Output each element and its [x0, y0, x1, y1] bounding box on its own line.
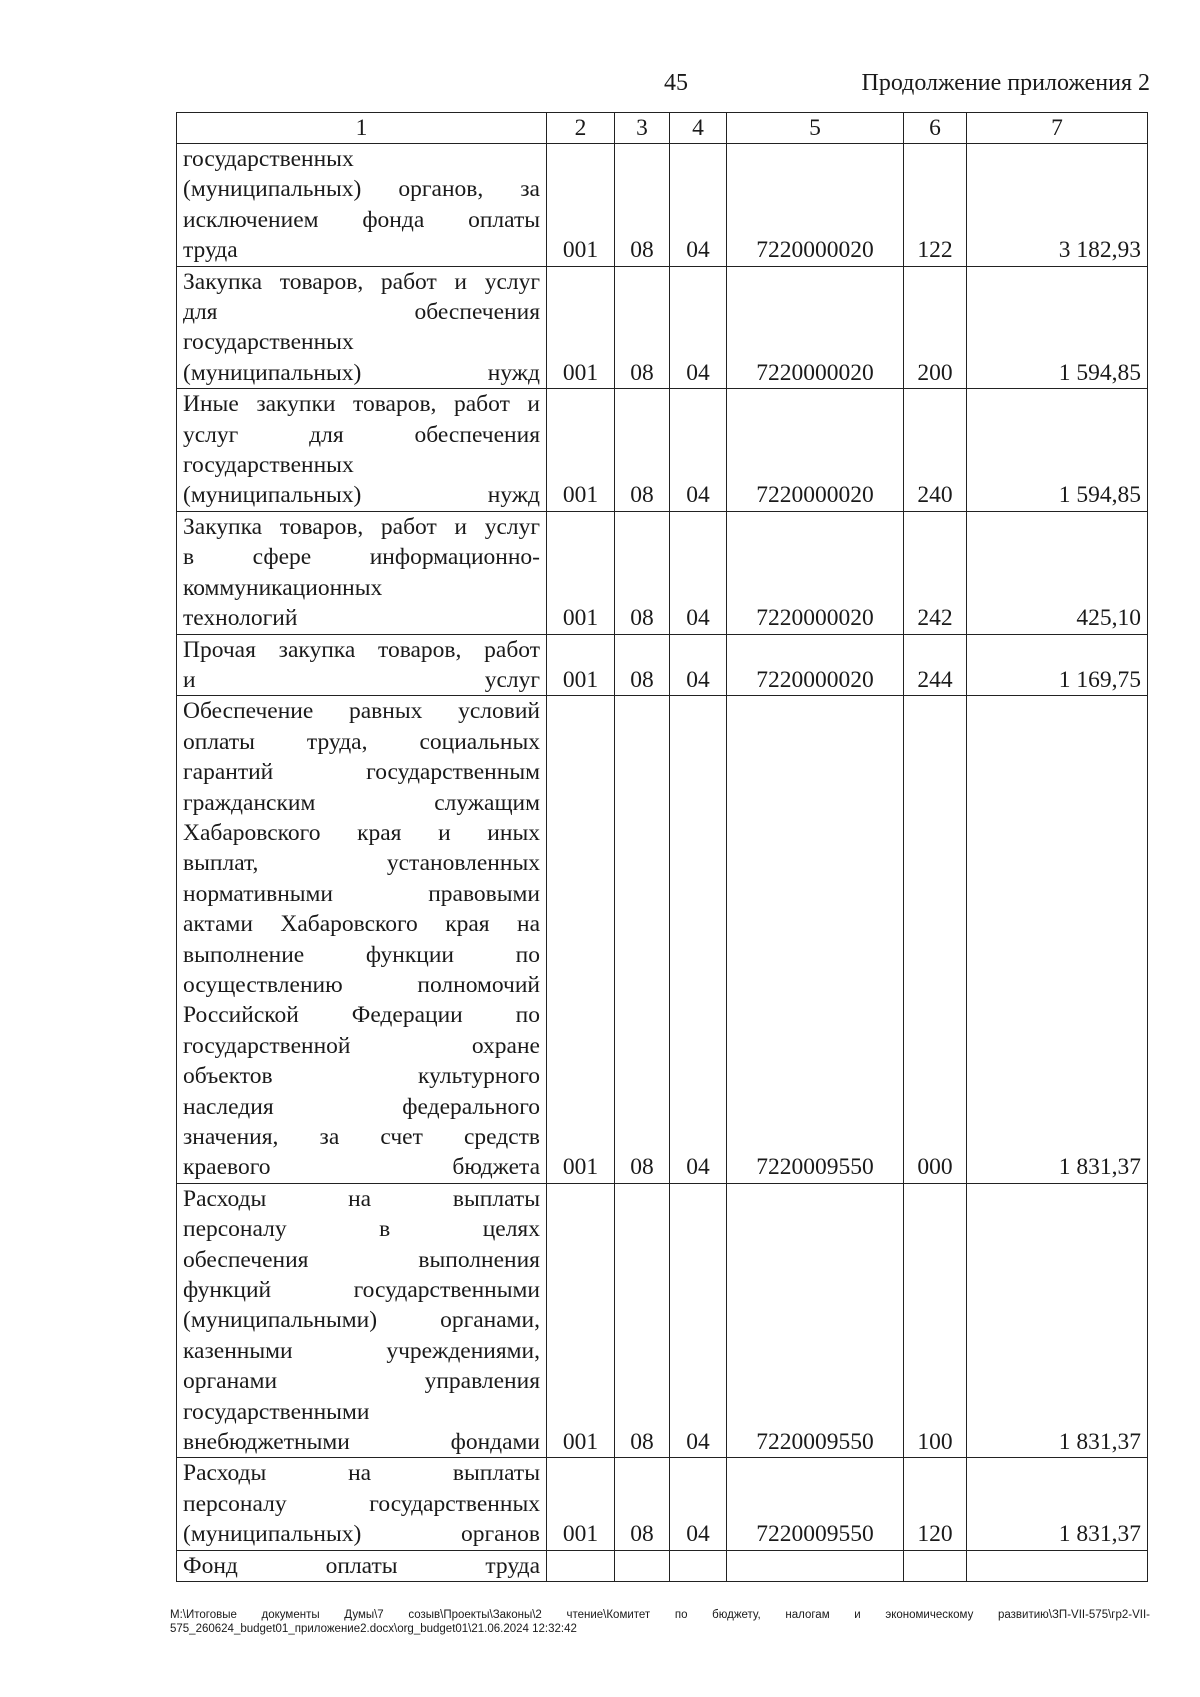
document-path-footer: M:\Итоговые документы Думы\7 созыв\Проекты\Законы\2 чтение\Комитет по бюджету, налогам и экономическому развитию\ЗП-VII-575\гр2-VII-575_260624_budget01_приложение2.docx\org_budget01\21.06.2024 12:32:42	[170, 1609, 1150, 1635]
subsection-code-cell: 04	[670, 696, 727, 1184]
description-line: (муниципальных) органов	[183, 1521, 540, 1548]
amount-cell: 1 831,37	[967, 696, 1148, 1184]
target-article-cell: 7220000020	[727, 144, 904, 267]
description-line: (муниципальных) органов, за	[183, 176, 540, 203]
column-header: 3	[615, 113, 670, 144]
description-line: (муниципальных) нужд	[183, 359, 540, 386]
description-line: и услуг	[183, 666, 540, 693]
amount-cell	[967, 1550, 1148, 1581]
description-line: оплаты труда, социальных	[183, 728, 540, 755]
description-line: гарантий государственным	[183, 759, 540, 786]
description-line: наследия федерального	[183, 1093, 540, 1120]
table-row	[177, 696, 1148, 1184]
description-line: гражданским служащим	[183, 789, 540, 816]
table-header-row	[177, 113, 1148, 144]
description-line: нормативными правовыми	[183, 880, 540, 907]
row-description	[177, 1458, 547, 1550]
target-article-cell: 7220009550	[727, 1183, 904, 1458]
description-line: труда	[183, 237, 238, 264]
ministry-code-cell: 001	[547, 511, 615, 634]
subsection-code-cell: 04	[670, 389, 727, 512]
section-code-cell: 08	[615, 511, 670, 634]
row-description	[177, 1550, 547, 1581]
description-line: Обеспечение равных условий	[183, 698, 540, 725]
subsection-code-cell: 04	[670, 144, 727, 267]
description-line: для обеспечения	[183, 299, 540, 326]
amount-cell: 1 594,85	[967, 389, 1148, 512]
table-row	[177, 634, 1148, 696]
description-line: государственных	[183, 329, 354, 356]
column-header: 2	[547, 113, 615, 144]
target-article-cell: 7220000020	[727, 389, 904, 512]
expense-type-cell: 244	[904, 634, 967, 696]
table-row	[177, 144, 1148, 267]
description-line: Иные закупки товаров, работ и	[183, 391, 540, 418]
section-code-cell: 08	[615, 634, 670, 696]
section-code-cell: 08	[615, 1458, 670, 1550]
amount-cell: 1 831,37	[967, 1183, 1148, 1458]
description-line: исключением фонда оплаты	[183, 206, 540, 233]
expense-type-cell: 000	[904, 696, 967, 1184]
table-row	[177, 1458, 1148, 1550]
subsection-code-cell: 04	[670, 511, 727, 634]
description-line: в сфере информационно-	[183, 544, 540, 571]
row-description	[177, 1183, 547, 1458]
description-line: персоналу государственных	[183, 1490, 540, 1517]
description-line: обеспечения выполнения	[183, 1246, 540, 1273]
description-line: государственных	[183, 146, 354, 172]
section-code-cell: 08	[615, 266, 670, 389]
row-description	[177, 266, 547, 389]
target-article-cell: 7220000020	[727, 634, 904, 696]
description-line: Фонд оплаты труда	[183, 1552, 540, 1579]
expense-type-cell	[904, 1550, 967, 1581]
ministry-code-cell	[547, 1550, 615, 1581]
description-line: Закупка товаров, работ и услуг	[183, 513, 540, 540]
page-number: 45	[664, 70, 688, 96]
column-header: 1	[177, 113, 547, 144]
ministry-code-cell: 001	[547, 634, 615, 696]
description-line: Закупка товаров, работ и услуг	[183, 268, 540, 295]
description-line: выплат, установленных	[183, 850, 540, 877]
continuation-caption: Продолжение приложения 2	[861, 70, 1150, 96]
row-description	[177, 634, 547, 696]
budget-table	[176, 112, 1148, 1582]
amount-cell: 1 169,75	[967, 634, 1148, 696]
table-body	[177, 144, 1148, 1582]
expense-type-cell: 122	[904, 144, 967, 267]
description-line: государственной охране	[183, 1032, 540, 1059]
amount-cell: 1 594,85	[967, 266, 1148, 389]
expense-type-cell: 200	[904, 266, 967, 389]
table-row	[177, 1183, 1148, 1458]
column-header: 7	[967, 113, 1148, 144]
description-line: внебюджетными фондами	[183, 1429, 540, 1456]
description-line: коммуникационных	[183, 574, 383, 601]
row-description	[177, 696, 547, 1184]
column-header: 5	[727, 113, 904, 144]
row-description	[177, 389, 547, 512]
description-line: Хабаровского края и иных	[183, 819, 540, 846]
description-line: актами Хабаровского края на	[183, 911, 540, 938]
description-line: Расходы на выплаты	[183, 1460, 540, 1487]
description-line: функций государственными	[183, 1277, 540, 1304]
expense-type-cell: 100	[904, 1183, 967, 1458]
subsection-code-cell: 04	[670, 1458, 727, 1550]
description-line: краевого бюджета	[183, 1154, 540, 1181]
table-row	[177, 266, 1148, 389]
description-line: Российской Федерации по	[183, 1002, 540, 1029]
section-code-cell: 08	[615, 696, 670, 1184]
section-code-cell	[615, 1550, 670, 1581]
description-line: (муниципальными) органами,	[183, 1307, 540, 1334]
ministry-code-cell: 001	[547, 1458, 615, 1550]
subsection-code-cell: 04	[670, 1183, 727, 1458]
amount-cell: 3 182,93	[967, 144, 1148, 267]
expense-type-cell: 242	[904, 511, 967, 634]
target-article-cell: 7220009550	[727, 1458, 904, 1550]
column-header: 6	[904, 113, 967, 144]
target-article-cell: 7220000020	[727, 511, 904, 634]
section-code-cell: 08	[615, 144, 670, 267]
target-article-cell: 7220009550	[727, 696, 904, 1184]
ministry-code-cell: 001	[547, 266, 615, 389]
subsection-code-cell: 04	[670, 634, 727, 696]
ministry-code-cell: 001	[547, 696, 615, 1184]
description-line: государственных	[183, 452, 354, 479]
description-line: технологий	[183, 605, 298, 632]
ministry-code-cell: 001	[547, 144, 615, 267]
target-article-cell: 7220000020	[727, 266, 904, 389]
description-line: Прочая закупка товаров, работ	[183, 636, 540, 663]
description-line: органами управления	[183, 1368, 540, 1395]
description-line: услуг для обеспечения	[183, 421, 540, 448]
description-line: осуществлению полномочий	[183, 971, 540, 998]
expense-type-cell: 240	[904, 389, 967, 512]
subsection-code-cell	[670, 1550, 727, 1581]
subsection-code-cell: 04	[670, 266, 727, 389]
description-line: Расходы на выплаты	[183, 1185, 540, 1212]
description-line: значения, за счет средств	[183, 1124, 540, 1150]
amount-cell: 425,10	[967, 511, 1148, 634]
ministry-code-cell: 001	[547, 1183, 615, 1458]
description-line: государственными	[183, 1398, 370, 1425]
amount-cell: 1 831,37	[967, 1458, 1148, 1550]
row-description	[177, 511, 547, 634]
target-article-cell	[727, 1550, 904, 1581]
description-line: объектов культурного	[183, 1063, 540, 1090]
row-description	[177, 144, 547, 267]
description-line: (муниципальных) нужд	[183, 482, 540, 509]
description-line: выполнение функции по	[183, 941, 540, 968]
section-code-cell: 08	[615, 389, 670, 512]
ministry-code-cell: 001	[547, 389, 615, 512]
description-line: казенными учреждениями,	[183, 1337, 540, 1364]
table-row	[177, 511, 1148, 634]
expense-type-cell: 120	[904, 1458, 967, 1550]
column-header: 4	[670, 113, 727, 144]
table-row	[177, 1550, 1148, 1581]
section-code-cell: 08	[615, 1183, 670, 1458]
description-line: персоналу в целях	[183, 1216, 540, 1243]
table-row	[177, 389, 1148, 512]
